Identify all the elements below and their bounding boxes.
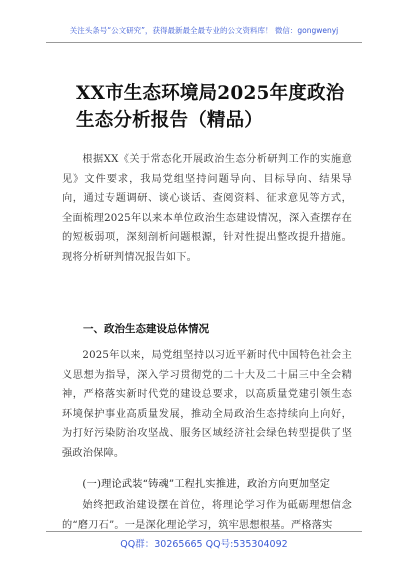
footer-note: QQ群：30265665 QQ号:535304092 [120,539,288,550]
document-title: XX市生态环境局2025年度政治生态分析报告（精品） [76,83,345,131]
header-note: 关注头条号“公文研究”，获得最新最全最专业的公文资料库！ 微信：gongwenyj [69,26,339,35]
header-divider [46,42,362,43]
intro-paragraph: 根据XX《关于常态化开展政治生态分析研判工作的实施意见》文件要求，我局党组坚持问题导向、目标导向、结果导向，通过专题调研、谈心谈话、查阅资料、征求意见等方式，全面梳理2025年以来本单位政治生态建设情况，深入查摆存在的短板弱项，深刻剖析问题根源，针对性提出整改提升措施。现将分析研判情况报告如下。 [62,154,352,263]
section-1-heading: 一、政治生态建设总体情况 [83,323,209,335]
footer-divider [46,531,362,532]
subsection-1-paragraph: 始终把政治建设摆在首位，将理论学习作为砥砺理想信念的“磨刀石”。一是深化理论学习，筑牢思想根基。严格落实 [62,500,352,531]
section-1-paragraph: 2025年以来，局党组坚持以习近平新时代中国特色社会主义思想为指导，深入学习贯彻党的二十大及二十届三中全会精神，严格落实新时代党的建设总要求，以高质量党建引领生态环境保护事业高质量发展，推动全局政治生态持续向上向好，为打好污染防治攻坚战、服务区域经济社会绿色转型提供了坚强政治保障。 [62,350,352,459]
subsection-1-heading: (一)理论武装“铸魂”工程扎实推进，政治方向更加坚定 [82,479,331,490]
